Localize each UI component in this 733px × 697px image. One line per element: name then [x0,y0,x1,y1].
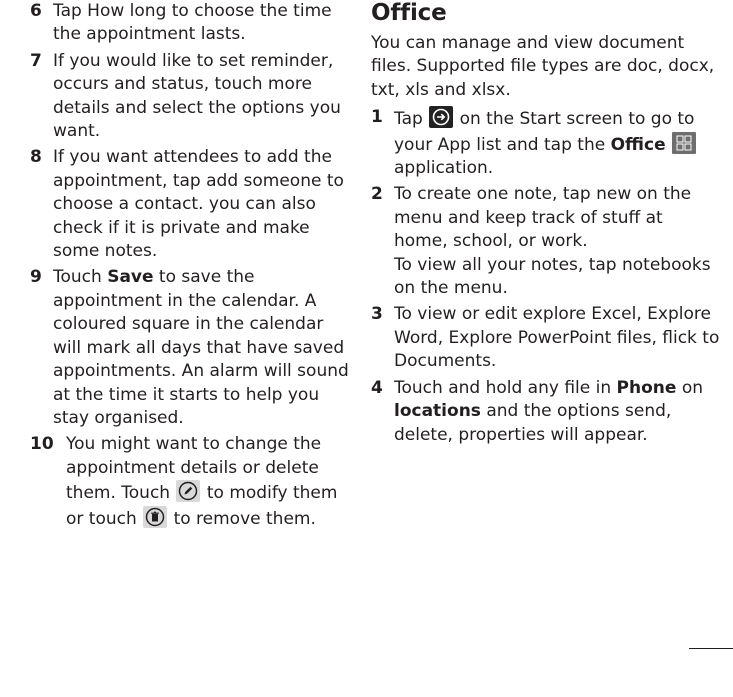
step-text: Tap How long to choose the time the appointment lasts. [53,1,332,45]
office-keyword: Office [610,134,666,155]
step-text-mid: on [681,377,703,398]
step-text-post: to remove them. [173,508,316,529]
office-step-1 [371,106,721,180]
step-text: To view or edit explore Excel, Explore Word, Explore PowerPoint files, flick to Documents. [394,304,720,372]
step-text: To create one note, tap new on the menu and keep track of stuff at home, school, or work. [394,184,692,252]
arrow-circle-icon [429,106,453,128]
step-text-post: and the options send, delete, properties will appear. [394,401,672,445]
step-text: If you want attendees to add the appointment, tap add someone to choose a contact. you can also check if it is private and make some notes. [53,147,344,262]
step-text [394,377,721,447]
step-text-pre: Touch [53,267,108,288]
step-text-post: to save the appointment in the calendar. A coloured square in the calendar will mark all days that have saved appointments. An alarm will sound at the time it starts to help you stay organised. [53,267,349,428]
step-10 [30,433,350,531]
trash-circle-icon [143,506,167,528]
step-text-mid: to modify them or touch [66,483,338,529]
step-text [66,433,350,531]
step-text-pre: Tap [394,109,423,130]
section-intro: You can manage and view document files. Supported file types are doc, docx, txt, xls and xlsx. [371,33,715,100]
step-number: 9 [30,267,42,288]
step-text-post: application. [394,158,494,179]
step-text: If you would like to set reminder, occurs and status, touch more details and select the options you want. [53,50,341,142]
step-9 [30,266,350,430]
office-step-3 [371,303,721,373]
phone-keyword: Phone [616,377,677,398]
page-number-rule [689,648,733,649]
step-8 [30,146,350,263]
step-text [394,106,721,180]
step-text-pre: Touch and hold any file in [394,377,617,398]
step-number: 10 [30,434,54,455]
office-step-4 [371,377,721,447]
step-number: 1 [371,107,383,128]
step-text-continued: To view all your notes, tap notebooks on the menu. [394,254,711,299]
step-number: 7 [30,50,42,71]
step-number: 4 [371,377,383,398]
right-column [371,0,721,450]
left-column [30,0,350,534]
section-title: Office [371,0,447,26]
step-text [53,266,350,430]
step-7 [30,50,350,144]
step-6 [30,0,350,47]
pencil-circle-icon [176,480,200,502]
step-number: 6 [30,1,42,21]
step-number: 8 [30,147,42,168]
step-number: 3 [371,304,383,325]
step-number: 2 [371,184,383,205]
office-step-2 [371,183,721,300]
office-app-icon [672,132,696,154]
step-text-pre: You might want to change the appointment details or delete them. Touch [66,434,322,504]
step-text-mid: on the Start screen to go to your App list and tap the [394,109,695,155]
save-keyword: Save [107,267,154,288]
locations-keyword: locations [394,401,481,422]
